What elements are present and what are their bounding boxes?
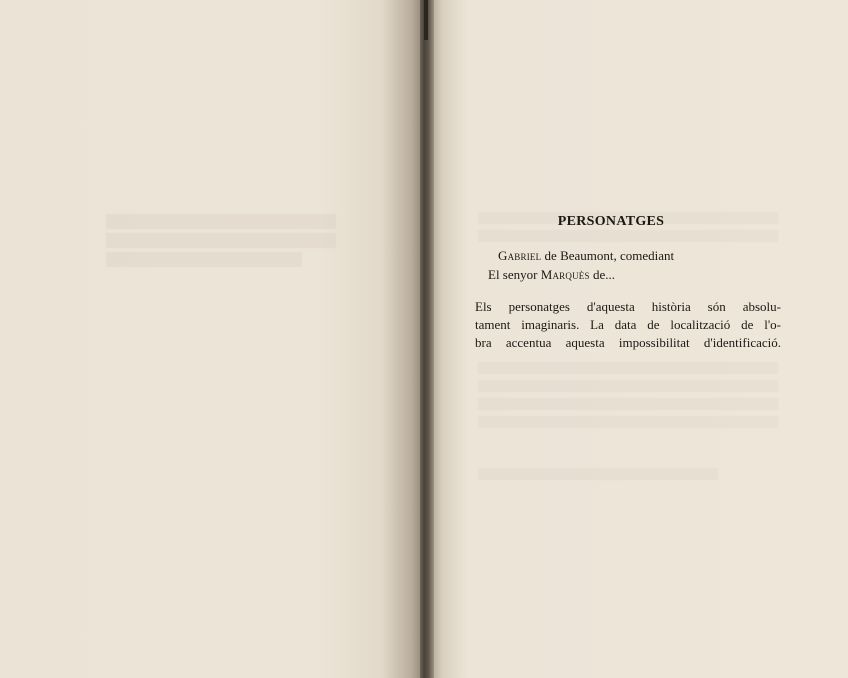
bleed-through-left [106,212,336,271]
character-prefix: El senyor [488,267,541,282]
gutter-shadow [424,0,428,40]
character-entry-gabriel [498,248,674,264]
disclaimer-note [475,298,781,352]
character-description: de... [589,267,615,282]
note-line: tament imaginaris. La data de localització de l'o- [475,317,781,332]
character-name: Gabriel [498,248,542,263]
note-line: bra accentua aquesta impossibilitat d'identificació. [475,335,781,350]
page-heading: PERSONATGES [557,214,665,229]
book-gutter [420,0,434,678]
character-description: de Beaumont, comediant [541,248,675,263]
character-name: Marquès [540,267,590,282]
character-entry-marques [488,267,615,283]
note-line: Els personatges d'aquesta història són absolu- [475,299,781,314]
